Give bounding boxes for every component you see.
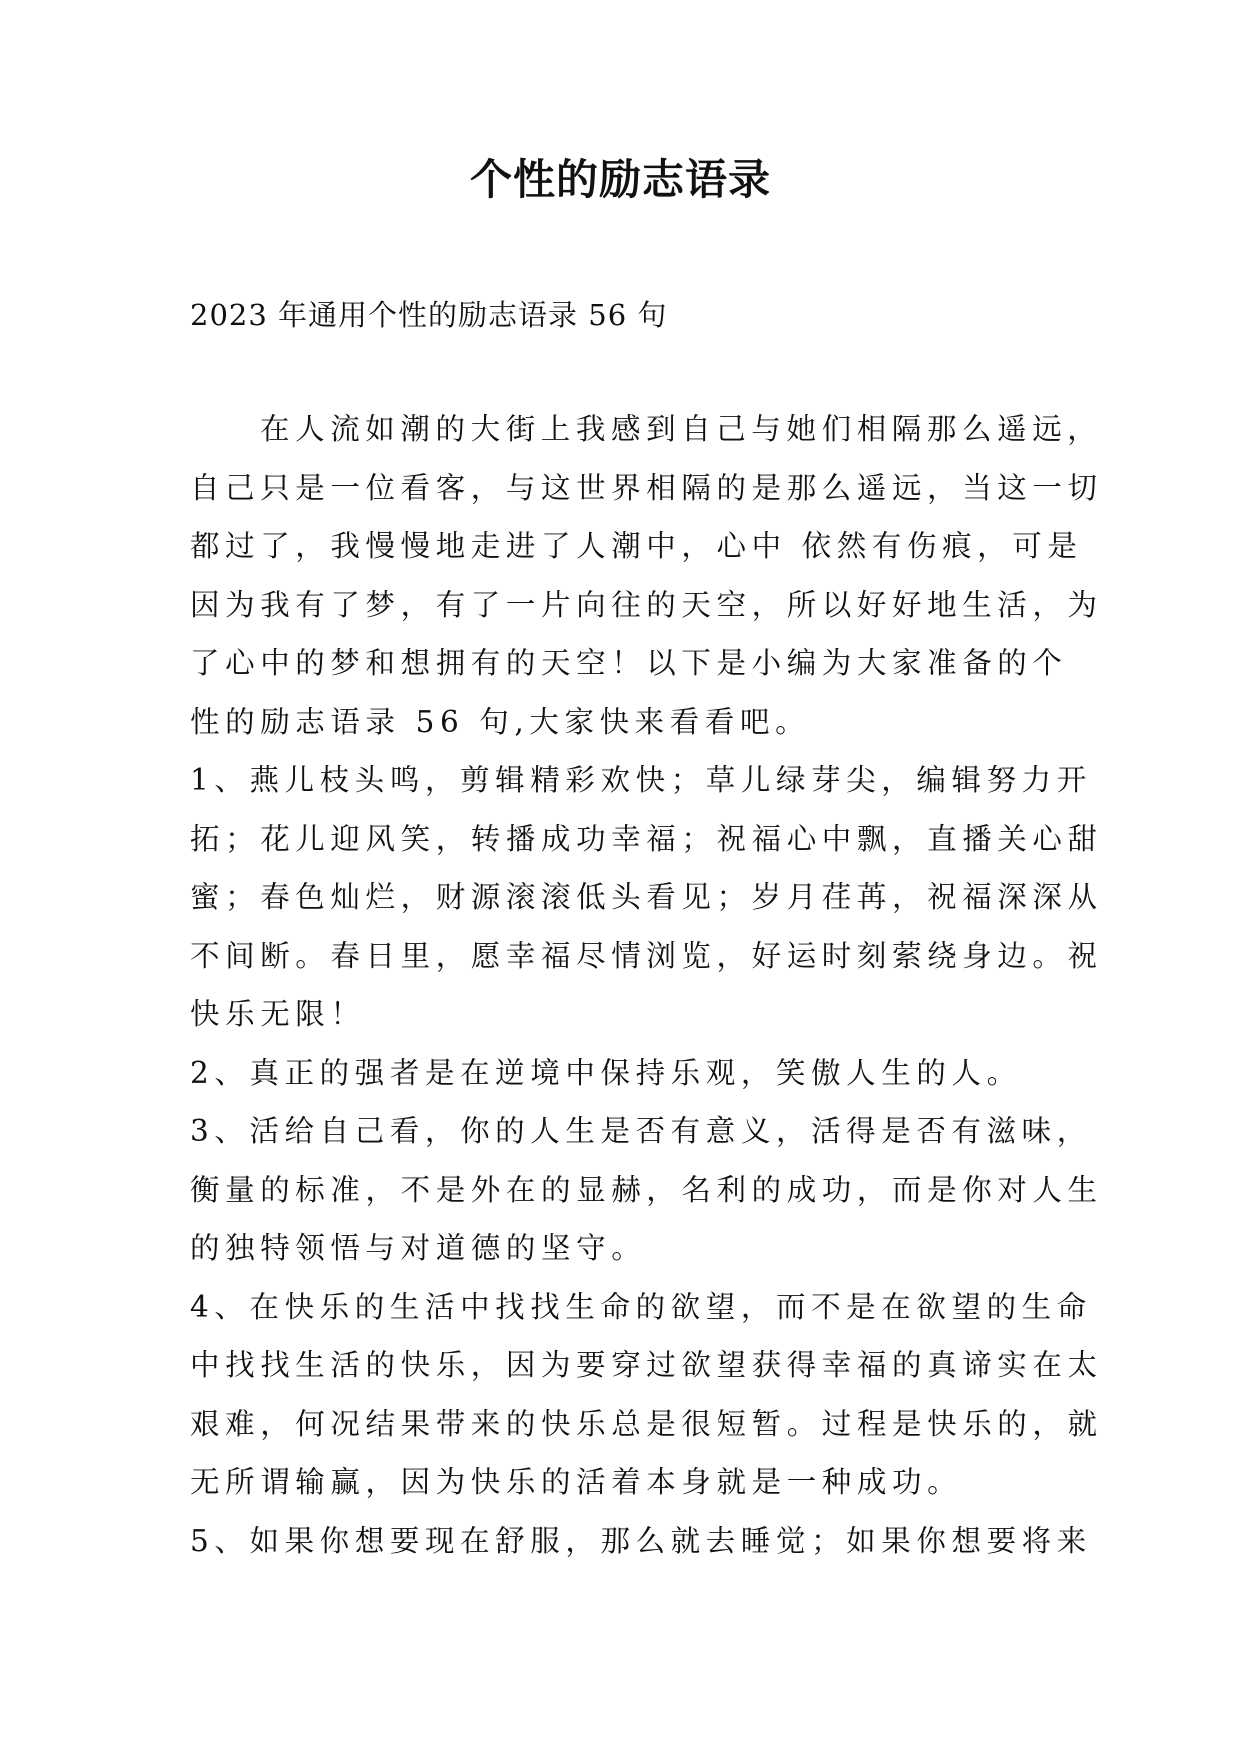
paragraph-line: 都过了，我慢慢地走进了人潮中，心中 依然有伤痕，可是: [190, 529, 1083, 563]
paragraph-line: 快乐无限！: [190, 997, 366, 1031]
paragraph-line: 2、真正的强者是在逆境中保持乐观，笑傲人生的人。: [190, 1055, 1022, 1090]
paragraph-line: 1、燕儿枝头鸣，剪辑精彩欢快；草儿绿芽尖，编辑努力开: [190, 763, 1092, 797]
paragraph-line: 拓；花儿迎风笑，转播成功幸福；祝福心中飘，直播关心甜: [190, 821, 1103, 856]
paragraph-line: 衡量的标准，不是外在的显赫，名利的成功，而是你对人生: [190, 1172, 1103, 1207]
paragraph-line: 的独特领悟与对道德的坚守。: [190, 1231, 647, 1265]
document-title: 个性的励志语录: [469, 155, 771, 204]
paragraph-line: 在人流如潮的大街上我感到自己与她们相隔那么遥远，: [260, 412, 1103, 446]
paragraph-line: 因为我有了梦，有了一片向往的天空，所以好好地生活，为: [190, 587, 1103, 622]
paragraph-line: 性的励志语录 56 句,大家快来看看吧。: [190, 704, 811, 739]
document-body: [190, 400, 1103, 1570]
paragraph-line: 5、如果你想要现在舒服，那么就去睡觉；如果你想要将来: [190, 1523, 1092, 1558]
paragraph-line: 3、活给自己看，你的人生是否有意义，活得是否有滋味，: [190, 1114, 1092, 1148]
paragraph-line: 无所谓输赢，因为快乐的活着本身就是一种成功。: [190, 1465, 963, 1499]
paragraph-line: 蜜；春色灿烂，财源滚滚低头看见；岁月荏苒，祝福深深从: [190, 880, 1103, 914]
document-subtitle: 2023 年通用个性的励志语录 56 句: [190, 298, 668, 332]
paragraph-line: 不间断。春日里，愿幸福尽情浏览，好运时刻萦绕身边。祝: [190, 938, 1103, 973]
paragraph-line: 自己只是一位看客，与这世界相隔的是那么遥远，当这一切: [190, 470, 1103, 505]
paragraph-line: 了心中的梦和想拥有的天空！以下是小编为大家准备的个: [190, 646, 1068, 680]
paragraph-line: 中找找生活的快乐，因为要穿过欲望获得幸福的真谛实在太: [190, 1348, 1103, 1382]
paragraph-line: 4、在快乐的生活中找找生命的欲望，而不是在欲望的生命: [190, 1289, 1092, 1324]
paragraph-line: 艰难，何况结果带来的快乐总是很短暂。过程是快乐的，就: [190, 1406, 1103, 1441]
